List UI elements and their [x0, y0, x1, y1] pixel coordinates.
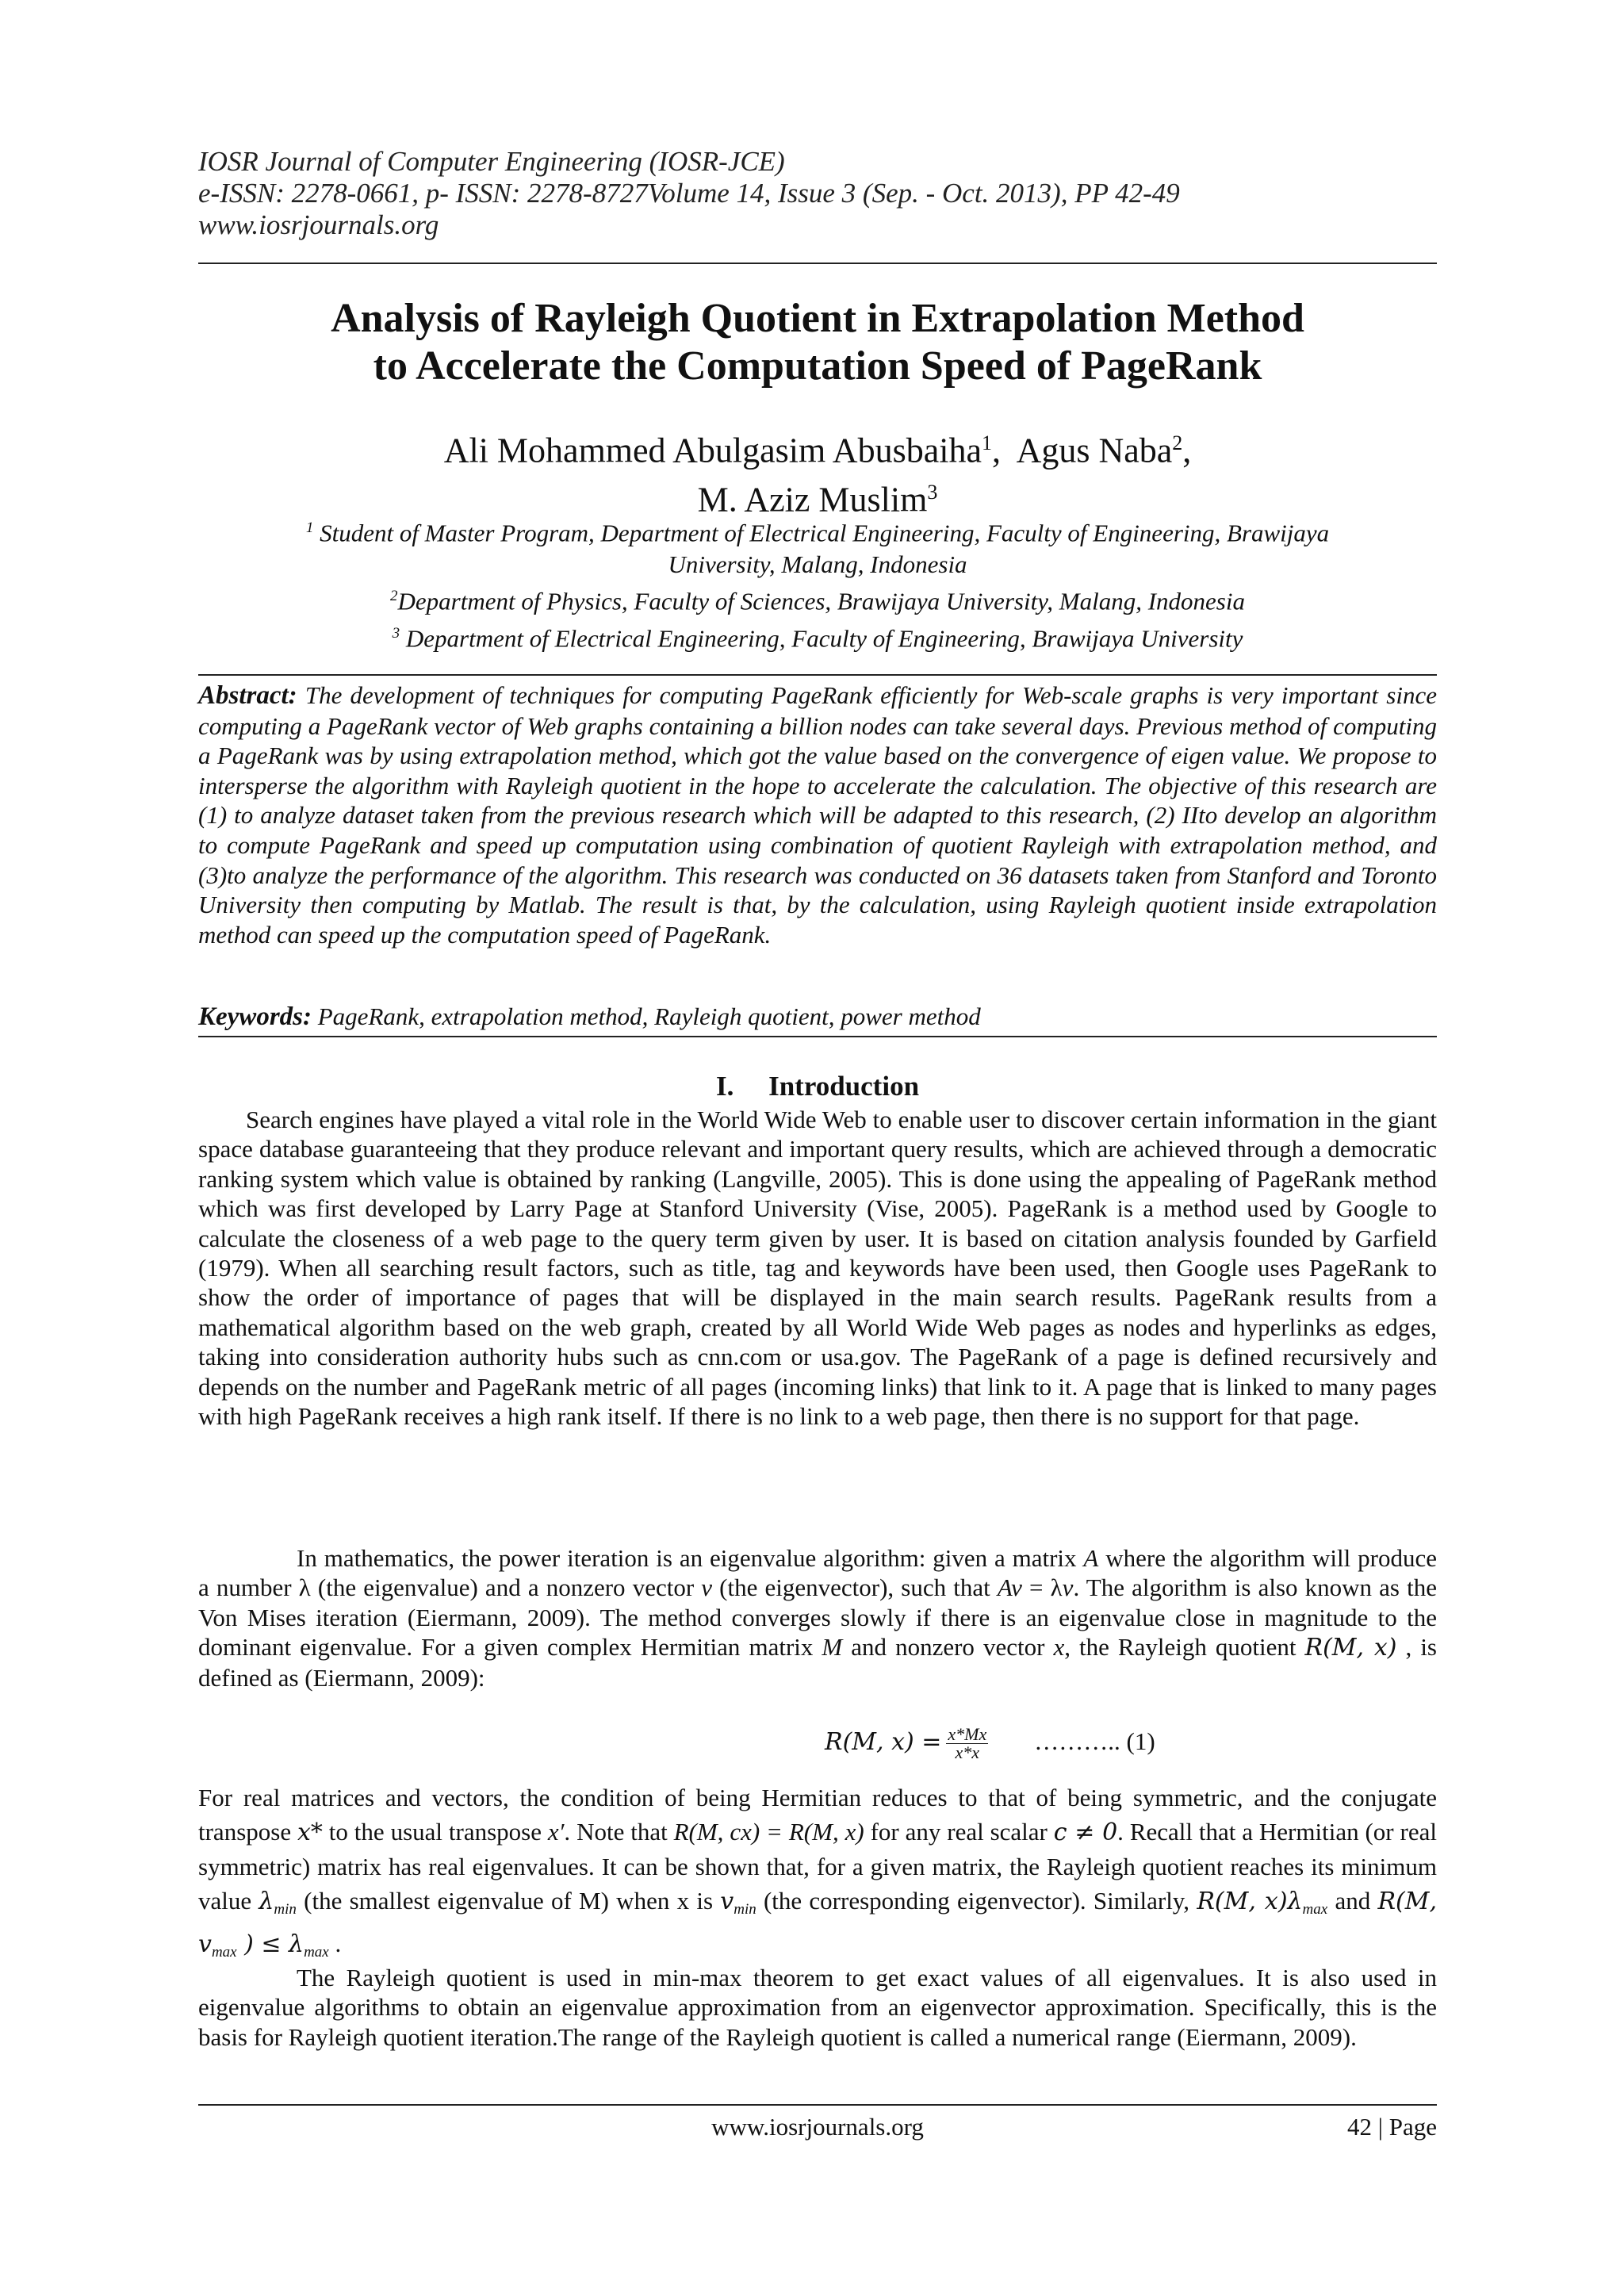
- p3-text-b: to the usual transpose: [322, 1818, 548, 1846]
- p3-max-sub-2: max: [211, 1944, 237, 1961]
- p2-matrix-a: A: [1083, 1544, 1099, 1572]
- equation-denominator: x*x: [955, 1742, 980, 1763]
- p2-text-f: and nonzero vector: [842, 1633, 1054, 1662]
- journal-site: www.iosrjournals.org: [198, 209, 439, 240]
- p2-text-c: (the eigenvector), such that: [712, 1573, 998, 1602]
- p3-x-star: x*: [297, 1819, 323, 1846]
- author-1-sup: 1: [981, 431, 992, 454]
- keywords-label: Keywords: [198, 1002, 303, 1031]
- page-number: 42 | Page: [1347, 2113, 1437, 2141]
- p3-text-j: .: [328, 1930, 342, 1957]
- p2-vector-x: x: [1053, 1633, 1065, 1662]
- author-3-sup: 3: [927, 480, 938, 504]
- p2-text-h: , is defined as (Eiermann, 2009):: [198, 1633, 1437, 1692]
- affil-1-line-1: Student of Master Program, Department of Electrical Engineering, Faculty of Engineering, Brawijaya: [320, 519, 1330, 547]
- p3-lambda: λ: [259, 1888, 274, 1915]
- equation-1: [825, 1726, 1155, 1761]
- abstract-text: The development of techniques for computing PageRank efficiently for Web-scale graphs is very important since computing a PageRank vector of Web graphs containing a billion nodes can take several days. Previous method of computing a PageRank was by using extrapolation method, which got the value based on the convergence of eigen value. We propose to intersperse the algorithm with Rayleigh quotient in the hope to accelerate the calculation. The objective of this research are (1) to analyze dataset taken from the previous research which will be adapted to this research, (2) IIto develop an algorithm to compute PageRank and speed up computation using combination of quotient Rayleigh with extrapolation method, and (3)to analyze the performance of the algorithm. This research was conducted on 36 datasets taken from Stanford and Toronto University then computing by Matlab. The result is that, by the calculation, using Rayleigh quotient inside extrapolation method can speed up the computation speed of PageRank.: [198, 681, 1438, 949]
- paragraph-4: The Rayleigh quotient is used in min-max theorem to get exact values of all eigenvalues. It is also used in eigenvalue algorithms to obtain an eigenvalue approximation from an eigenvector approximation. Specifically, this is the basis for Rayleigh quotient iteration.The range of the Rayleigh quotient is called a numerical range (Eiermann, 2009).: [198, 1964, 1437, 2051]
- section-title: Introduction: [768, 1071, 920, 1102]
- p2-matrix-m: M: [822, 1633, 843, 1662]
- author-2-sup: 2: [1172, 431, 1183, 454]
- affil-1-line-2: University, Malang, Indonesia: [668, 550, 967, 579]
- p2-rayleigh-symbol: R(M, x): [1304, 1634, 1397, 1662]
- p3-v: v: [720, 1888, 734, 1915]
- affiliations: [198, 512, 1437, 654]
- paragraph-2: [198, 1543, 1437, 1692]
- p2-text-e: . The algorithm is also known as the Von Mises iteration (Eiermann, 2009). The method converges slowly if there is an eigenvalue close in magnitude to the dominant eigenvalue. For a given complex Hermitian matrix: [198, 1573, 1437, 1662]
- p2-text-a: In mathematics, the power iteration is an eigenvalue algorithm: given a matrix: [297, 1544, 1084, 1572]
- author-list: Ali Mohammed Abulgasim Abusbaiha$^1$, Agus Naba$^2$, M. Aziz Muslim$^3$: [443, 431, 1192, 519]
- footer-rule: [198, 2104, 1437, 2106]
- p3-text-g: (the corresponding eigenvector). Similarly,: [756, 1887, 1197, 1915]
- p3-c-nonzero: c ≠ 0: [1053, 1819, 1118, 1846]
- p3-text-d: for any real scalar: [864, 1818, 1054, 1846]
- paper-title: [198, 295, 1437, 390]
- p2-vector-v-2: v: [1062, 1573, 1074, 1602]
- header-rule: [198, 263, 1437, 264]
- journal-issn: e-ISSN: 2278-0661, p- ISSN: 2278-8727Volume 14, Issue 3 (Sep. - Oct. 2013), PP 42-49: [198, 178, 1180, 209]
- journal-header: [198, 146, 1437, 241]
- p2-text-g: , the Rayleigh quotient: [1064, 1633, 1305, 1662]
- footer-url: www.iosrjournals.org: [711, 2113, 924, 2141]
- p3-text-e: . Recall that a Hermitian (or real symmetric) matrix has real eigenvalues. It can be shown that, for a given matrix, the Rayleigh quotient reaches its minimum value: [198, 1818, 1437, 1915]
- p2-text-b: where the algorithm will produce a number λ (the eigenvalue) and a nonzero vector: [198, 1544, 1437, 1602]
- title-line-1: Analysis of Rayleigh Quotient in Extrapolation Method: [331, 296, 1304, 341]
- affil-3-sup: 3: [392, 624, 400, 642]
- author-1: Ali Mohammed Abulgasim Abusbaiha: [443, 431, 982, 470]
- equation-tag: ……….. (1): [1034, 1727, 1155, 1755]
- affil-2: Department of Physics, Faculty of Sciences, Brawijaya University, Malang, Indonesia: [397, 587, 1245, 615]
- abstract-label: Abstract:: [198, 681, 297, 710]
- p3-leq-lambda: ) ≤ λ: [236, 1930, 304, 1958]
- title-line-2: to Accelerate the Computation Speed of PageRank: [373, 343, 1262, 389]
- author-2: Agus Naba: [1016, 431, 1173, 470]
- p3-rmv: R(M, v: [198, 1888, 1438, 1958]
- abstract: [198, 680, 1437, 949]
- p2-vector-v: v: [701, 1573, 713, 1602]
- keywords-text: PageRank, extrapolation method, Rayleigh quotient, power method: [317, 1002, 981, 1030]
- p3-text-f: (the smallest eigenvalue of M) when x is: [296, 1887, 721, 1915]
- section-number: I.: [715, 1071, 734, 1102]
- p3-text-a: For real matrices and vectors, the condition of being Hermitian reduces to that of being symmetric, and the conjugate transpose: [198, 1784, 1437, 1846]
- p3-scaling-identity: R(M, cx) = R(M, x): [673, 1818, 864, 1846]
- abstract-bottom-rule: [198, 1036, 1437, 1037]
- p3-lambda-min-sub: min: [274, 1901, 297, 1918]
- paragraph-3: [198, 1780, 1437, 1969]
- affil-1-sup: 1: [305, 519, 314, 536]
- p3-v-min-sub: min: [733, 1901, 756, 1918]
- section-heading: [198, 1071, 1437, 1102]
- keywords-colon: :: [303, 1002, 312, 1031]
- p3-rmx-lambda: R(M, x)λ: [1197, 1888, 1303, 1915]
- equation-numerator: x*Mx: [948, 1724, 987, 1745]
- paragraph-1: Search engines have played a vital role in the World Wide Web to enable user to discover certain information in the giant space database guaranteeing that they produce relevant and important query results, which are achieved through a democratic ranking system which value is obtained by ranking (Langville, 2005). This is done using the appealing of PageRank method which was first developed by Larry Page at Stanford University (Vise, 2005). PageRank is a method used by Google to calculate the closeness of a web page to the query term given by user. It is based on citation analysis founded by Garfield (1979). When all searching result factors, such as title, tag and keywords have been used, then Google uses PageRank to show the order of importance of pages that will be displayed in the main search results. PageRank results from a mathematical algorithm based on the web graph, created by all World Wide Web pages as nodes and hyperlinks as edges, taking into consideration authority hubs such as cnn.com or usa.gov. The PageRank of a page is defined recursively and depends on the number and PageRank metric of all pages (incoming links) that link to it. A page that is linked to many pages with high PageRank receives a high rank itself. If there is no link to a web page, then there is no support for that page.: [198, 1106, 1437, 1431]
- p3-text-c: . Note that: [564, 1818, 674, 1846]
- abstract-top-rule: [198, 674, 1437, 676]
- journal-name: IOSR Journal of Computer Engineering (IOSR-JCE): [198, 146, 785, 177]
- equation-fraction: [946, 1726, 988, 1761]
- author-3: M. Aziz Muslim: [697, 480, 928, 519]
- p2-text-d: = λ: [1021, 1573, 1063, 1602]
- p3-max-sub-1: max: [1302, 1901, 1328, 1918]
- affil-2-sup: 2: [390, 588, 398, 605]
- p2-av: Av: [997, 1573, 1022, 1602]
- p3-max-sub-3: max: [304, 1944, 329, 1961]
- p3-x-prime: x′: [547, 1818, 565, 1846]
- p3-text-h: and: [1327, 1887, 1378, 1915]
- affil-3: Department of Electrical Engineering, Faculty of Engineering, Brawijaya University: [405, 623, 1243, 652]
- equation-lhs: R(M, x) =: [825, 1728, 942, 1756]
- keywords: [198, 1002, 1437, 1032]
